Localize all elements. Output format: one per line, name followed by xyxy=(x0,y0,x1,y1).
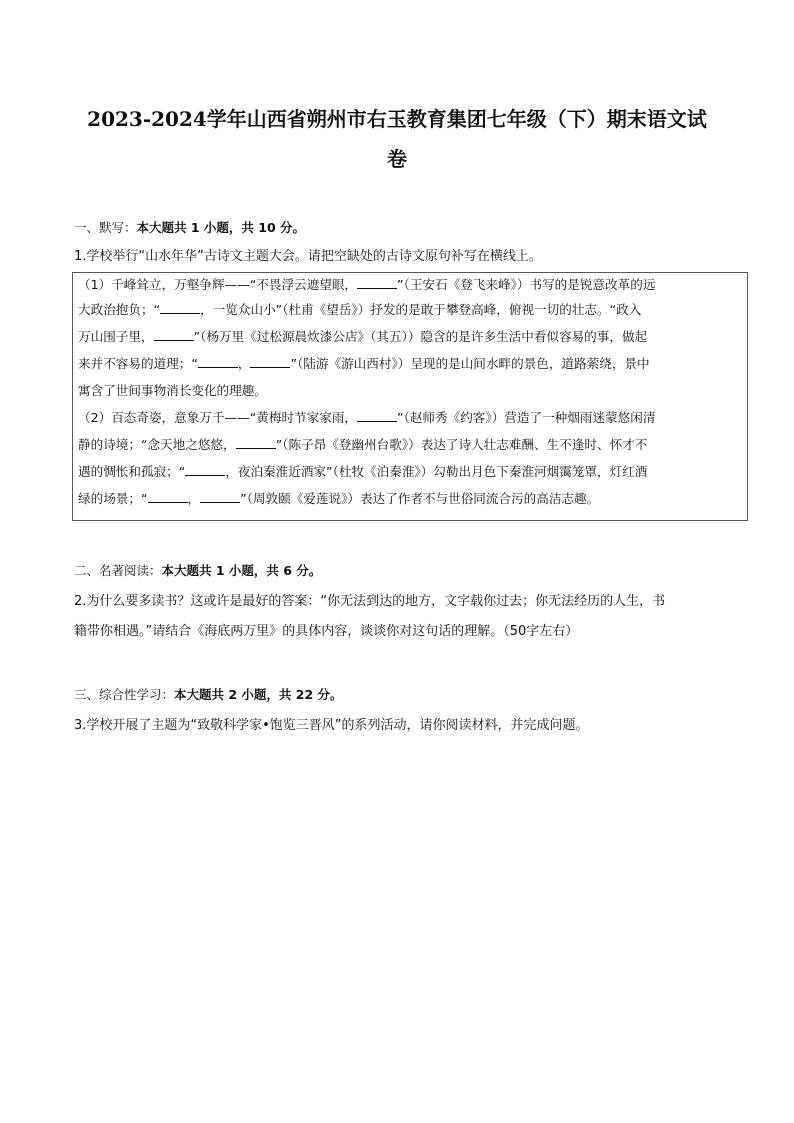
section-1-number: 一、默写： xyxy=(74,220,137,235)
q1-line-9-text-b: ， xyxy=(187,491,201,506)
question-3-line-1: 3.学校开展了主题为“致敬科学家•饱览三晋风”的系列活动，请你阅读材料，并完成问题。 xyxy=(74,718,589,733)
blank[interactable] xyxy=(200,491,240,503)
section-3-header xyxy=(74,687,343,703)
q1-line-8-text-b: ，夜泊秦淮近酒家”（杜牧《泊秦淮》）勾勒出月色下秦淮河烟霭笼罩，灯红酒 xyxy=(225,464,648,479)
q1-line-2-text-b: ，一览众山小”（杜甫《望岳》）抒发的是敢于攀登高峰，俯视一切的壮志。“政入 xyxy=(200,302,642,317)
section-2-number: 二、名著阅读： xyxy=(74,563,162,578)
section-3-number: 三、综合性学习： xyxy=(74,687,175,702)
q1-line-1 xyxy=(78,277,655,293)
q1-line-6-text-b: ”（赵师秀《约客》）营造了一种烟雨迷蒙悠闲清 xyxy=(397,410,656,425)
question-2-line-1: 2.为什么要多读书？这或许是最好的答案：“你无法到达的地方，文字载你过去；你无法经历的人生，书 xyxy=(74,594,666,609)
q1-line-9 xyxy=(78,491,599,507)
blank[interactable] xyxy=(250,356,290,368)
q1-line-4-text-a: 来并不容易的道理；“ xyxy=(78,356,198,371)
q1-line-3-text-a: 万山围子里， xyxy=(78,329,154,344)
question-1-prompt: 1.学校举行“山水年华”古诗文主题大会。请把空缺处的古诗文原句补写在横线上。 xyxy=(74,249,542,264)
section-1-description: 本大题共 1 小题，共 10 分。 xyxy=(136,220,306,235)
blank[interactable] xyxy=(160,302,200,314)
blank[interactable] xyxy=(185,464,225,476)
q1-line-5 xyxy=(78,383,267,399)
q1-line-1-text-b: ”（王安石《登飞来峰》）书写的是锐意改革的远 xyxy=(397,277,656,292)
q1-line-4 xyxy=(78,356,650,372)
q1-line-3-text-b: ”（杨万里《过松源晨炊漆公店》（其五））隐含的是许多生活中看似容易的事，做起 xyxy=(193,329,648,344)
q1-line-6 xyxy=(78,410,655,426)
exam-title-line-1: 2023-2024学年山西省朔州市右玉教育集团七年级（下）期末语文试 xyxy=(87,107,707,131)
q1-line-2 xyxy=(78,302,641,318)
blank[interactable] xyxy=(198,356,238,368)
blank[interactable] xyxy=(154,329,194,341)
q1-line-7 xyxy=(78,437,647,453)
q1-line-4-text-c: ”（陆游《游山西村》）呈现的是山间水畔的景色，道路萦绕，景中 xyxy=(290,356,650,371)
section-2-header xyxy=(74,563,321,579)
exam-title-line-2: 卷 xyxy=(387,147,407,171)
q1-line-2-text-a: 大政治抱负；“ xyxy=(78,302,161,317)
q1-line-9-text-c: ”（周敦颐《爱莲说》）表达了作者不与世俗同流合污的高洁志趣。 xyxy=(240,491,600,506)
section-1-header xyxy=(74,220,305,236)
q1-line-8 xyxy=(78,464,647,480)
q1-line-6-text-a: （2）百态奇姿，意象万千——“黄梅时节家家雨， xyxy=(78,410,358,425)
q1-line-9-text-a: 绿的场景；“ xyxy=(78,491,148,506)
q1-line-1-text-a: （1）千峰耸立，万壑争辉——“不畏浮云遮望眼， xyxy=(78,277,358,292)
blank[interactable] xyxy=(236,437,276,449)
q1-line-5-text-a: 寓含了世间事物消长变化的理趣。 xyxy=(78,383,267,398)
q1-line-7-text-a: 静的诗境；“念天地之悠悠， xyxy=(78,437,236,452)
q1-line-7-text-b: ”（陈子昂《登幽州台歌》）表达了诗人壮志难酬、生不逢时、怀才不 xyxy=(275,437,648,452)
section-3-description: 本大题共 2 小题，共 22 分。 xyxy=(174,687,343,702)
q1-line-4-text-b: ， xyxy=(237,356,251,371)
blank[interactable] xyxy=(357,410,397,422)
question-2-line-2: 籍带你相遇。”请结合《海底两万里》的具体内容，谈谈你对这句话的理解。（50字左右） xyxy=(74,624,579,639)
q1-line-3 xyxy=(78,329,647,345)
blank[interactable] xyxy=(357,277,397,289)
q1-line-8-text-a: 遇的惆怅和孤寂；“ xyxy=(78,464,186,479)
section-2-description: 本大题共 1 小题，共 6 分。 xyxy=(161,563,322,578)
blank[interactable] xyxy=(148,491,188,503)
